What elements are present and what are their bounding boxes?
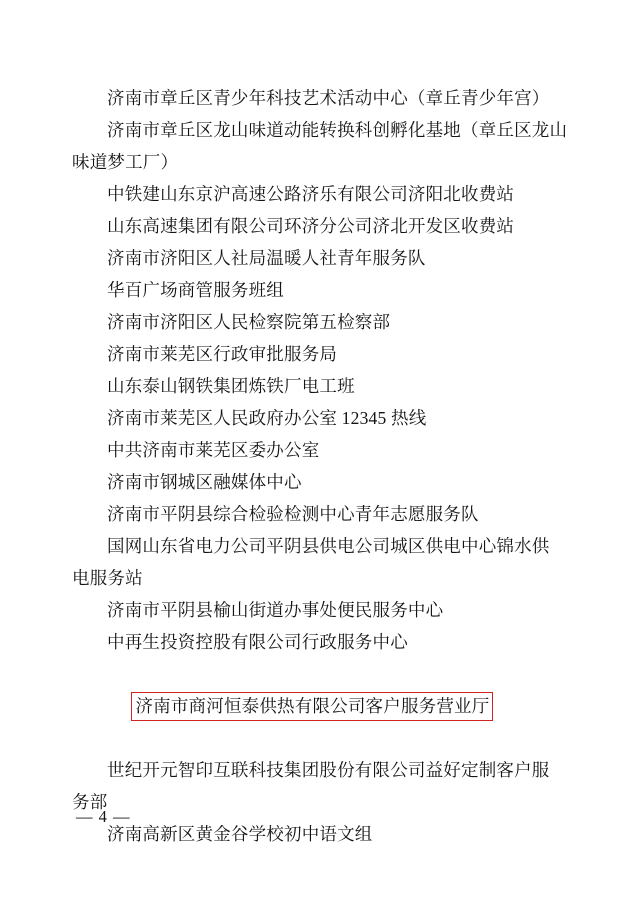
document-line: 山东泰山钢铁集团炼铁厂电工班 [107,376,355,396]
document-line: 中再生投资控股有限公司行政服务中心 [107,632,408,652]
document-line: 国网山东省电力公司平阴县供电公司城区供电中心锦水供 [107,536,550,556]
document-line: 电服务站 [72,568,143,588]
document-line: 中共济南市莱芜区委办公室 [107,440,320,460]
document-line: 务部 [72,792,108,812]
document-line: 济南高新区黄金谷学校初中语文组 [107,824,373,844]
document-line: 味道梦工厂） [72,152,179,172]
highlighted-line-wrapper [72,658,572,754]
document-body [72,82,572,850]
document-line: 济南市济阳区人民检察院第五检察部 [107,312,391,332]
document-line: 济南市章丘区青少年科技艺术活动中心（章丘青少年宫） [107,88,550,108]
document-line: 济南市济阳区人社局温暖人社青年服务队 [107,248,426,268]
document-line: 山东高速集团有限公司环济分公司济北开发区收费站 [107,216,515,236]
document-line: 济南市章丘区龙山味道动能转换科创孵化基地（章丘区龙山 [107,120,568,140]
document-line: 济南市平阴县综合检验检测中心青年志愿服务队 [107,504,479,524]
document-line: 济南市钢城区融媒体中心 [107,472,302,492]
document-line: 济南市莱芜区行政审批服务局 [107,344,338,364]
page-number: — 4 — [76,807,131,826]
document-line: 华百广场商管服务班组 [107,280,284,300]
document-line: 世纪开元智印互联科技集团股份有限公司益好定制客户服 [107,760,550,780]
document-line: 济南市平阴县榆山街道办事处便民服务中心 [107,600,444,620]
highlighted-entry: 济南市商河恒泰供热有限公司客户服务营业厅 [131,692,493,721]
document-line: 中铁建山东京沪高速公路济乐有限公司济阳北收费站 [107,184,515,204]
document-line: 济南市莱芜区人民政府办公室 12345 热线 [107,408,427,428]
